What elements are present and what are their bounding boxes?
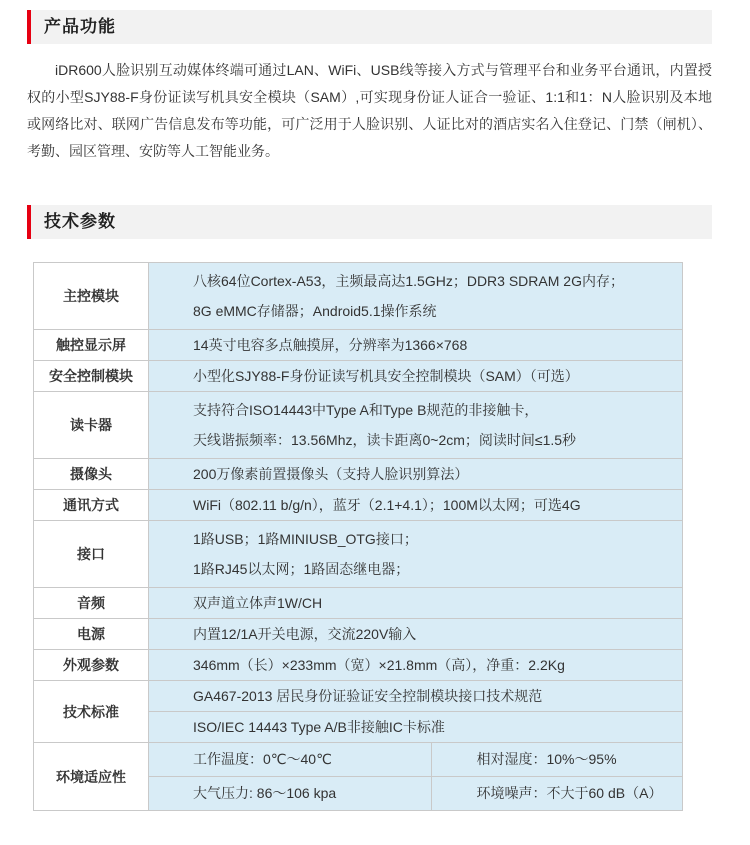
- spec-line: 200万像素前置摄像头（支持人脸识别算法）: [193, 466, 469, 482]
- env-cell: 相对湿度：10%～95%: [431, 743, 682, 776]
- spec-row-label: 环境适应性: [34, 743, 149, 810]
- spec-row: [34, 619, 682, 650]
- spec-row-value: [149, 330, 682, 360]
- product-features-paragraph: iDR600人脸识别互动媒体终端可通过LAN、WiFi、USB线等接入方式与管理平台和业务平台通讯，内置授权的小型SJY88-F身份证读写机具安全模块（SAM）,可实现身份证人证合一验证、1:1和1：N人脸识别及本地或网络比对、联网广告信息发布等功能，可广泛用于人脸识别、人证比对的酒店实名入住登记、门禁（闸机）、考勤、园区管理、安防等人工智能业务。: [27, 62, 712, 159]
- spec-row: [34, 330, 682, 361]
- env-cell: 环境噪声：不大于60 dB（A）: [431, 777, 682, 810]
- spec-row-value: [149, 681, 682, 742]
- spec-table: [33, 262, 683, 811]
- spec-row: [34, 681, 682, 743]
- spec-row-value: [149, 743, 682, 810]
- spec-row-value: [149, 588, 682, 618]
- env-cell: 工作温度：0℃～40℃: [193, 751, 332, 767]
- spec-row-label: 外观参数: [34, 650, 149, 680]
- spec-row-label: 通讯方式: [34, 490, 149, 520]
- spec-line: ISO/IEC 14443 Type A/B非接触IC卡标准: [149, 711, 682, 742]
- spec-row-label: 安全控制模块: [34, 361, 149, 391]
- spec-line: 内置12/1A开关电源，交流220V输入: [193, 626, 417, 642]
- spec-row-label: 技术标准: [34, 681, 149, 742]
- spec-line: 14英寸电容多点触摸屏，分辨率为1366×768: [193, 337, 468, 353]
- spec-line: 天线谐振频率：13.56Mhz，读卡距离0~2cm；阅读时间≤1.5秒: [193, 432, 577, 448]
- spec-row-label: 电源: [34, 619, 149, 649]
- spec-row-label: 接口: [34, 521, 149, 587]
- section-header-specs: [27, 205, 712, 239]
- spec-row: [34, 459, 682, 490]
- product-features-section: [27, 10, 712, 165]
- spec-line: 1路USB；1路MINIUSB_OTG接口；: [193, 531, 418, 547]
- spec-row: [34, 743, 682, 810]
- spec-line: 8G eMMC存储器；Android5.1操作系统: [193, 303, 437, 319]
- spec-line: 小型化SJY88-F身份证读写机具安全控制模块（SAM）（可选）: [193, 368, 579, 384]
- spec-row: [34, 588, 682, 619]
- spec-row: [34, 263, 682, 330]
- section-title-specs: 技术参数: [44, 212, 116, 231]
- env-sub-row: [149, 743, 682, 776]
- spec-line: GA467-2013 居民身份证验证安全控制模块接口技术规范: [193, 688, 543, 704]
- spec-row-value: [149, 459, 682, 489]
- spec-line: 双声道立体声1W/CH: [193, 595, 323, 611]
- section-title-features: 产品功能: [44, 17, 116, 36]
- spec-row-label: 触控显示屏: [34, 330, 149, 360]
- spec-row-value: [149, 392, 682, 458]
- spec-row-label: 音频: [34, 588, 149, 618]
- spec-line: 1路RJ45以太网；1路固态继电器；: [193, 561, 410, 577]
- spec-row-label: 读卡器: [34, 392, 149, 458]
- spec-row-value: [149, 361, 682, 391]
- spec-line: 346mm（长）×233mm（宽）×21.8mm（高），净重：2.2Kg: [193, 657, 565, 673]
- spec-row: [34, 361, 682, 392]
- spec-row-label: 摄像头: [34, 459, 149, 489]
- spec-row: [34, 650, 682, 681]
- spec-row-value: [149, 263, 682, 329]
- env-cell: 大气压力: 86～106 kpa: [193, 785, 337, 801]
- spec-row-value: [149, 521, 682, 587]
- env-sub-row: [149, 776, 682, 810]
- spec-row: [34, 490, 682, 521]
- spec-line: 八核64位Cortex-A53，主频最高达1.5GHz；DDR3 SDRAM 2G内存；: [193, 273, 624, 289]
- spec-row-value: [149, 619, 682, 649]
- section-header-features: [27, 10, 712, 44]
- spec-line: WiFi（802.11 b/g/n），蓝牙（2.1+4.1）；100M以太网；可选4G: [193, 497, 581, 513]
- spec-row-label: 主控模块: [34, 263, 149, 329]
- spec-row-value: [149, 490, 682, 520]
- spec-row-value: [149, 650, 682, 680]
- spec-row: [34, 521, 682, 588]
- tech-specs-section: [27, 205, 712, 811]
- spec-row: [34, 392, 682, 459]
- spec-line: 支持符合ISO14443中Type A和Type B规范的非接触卡，: [193, 402, 539, 418]
